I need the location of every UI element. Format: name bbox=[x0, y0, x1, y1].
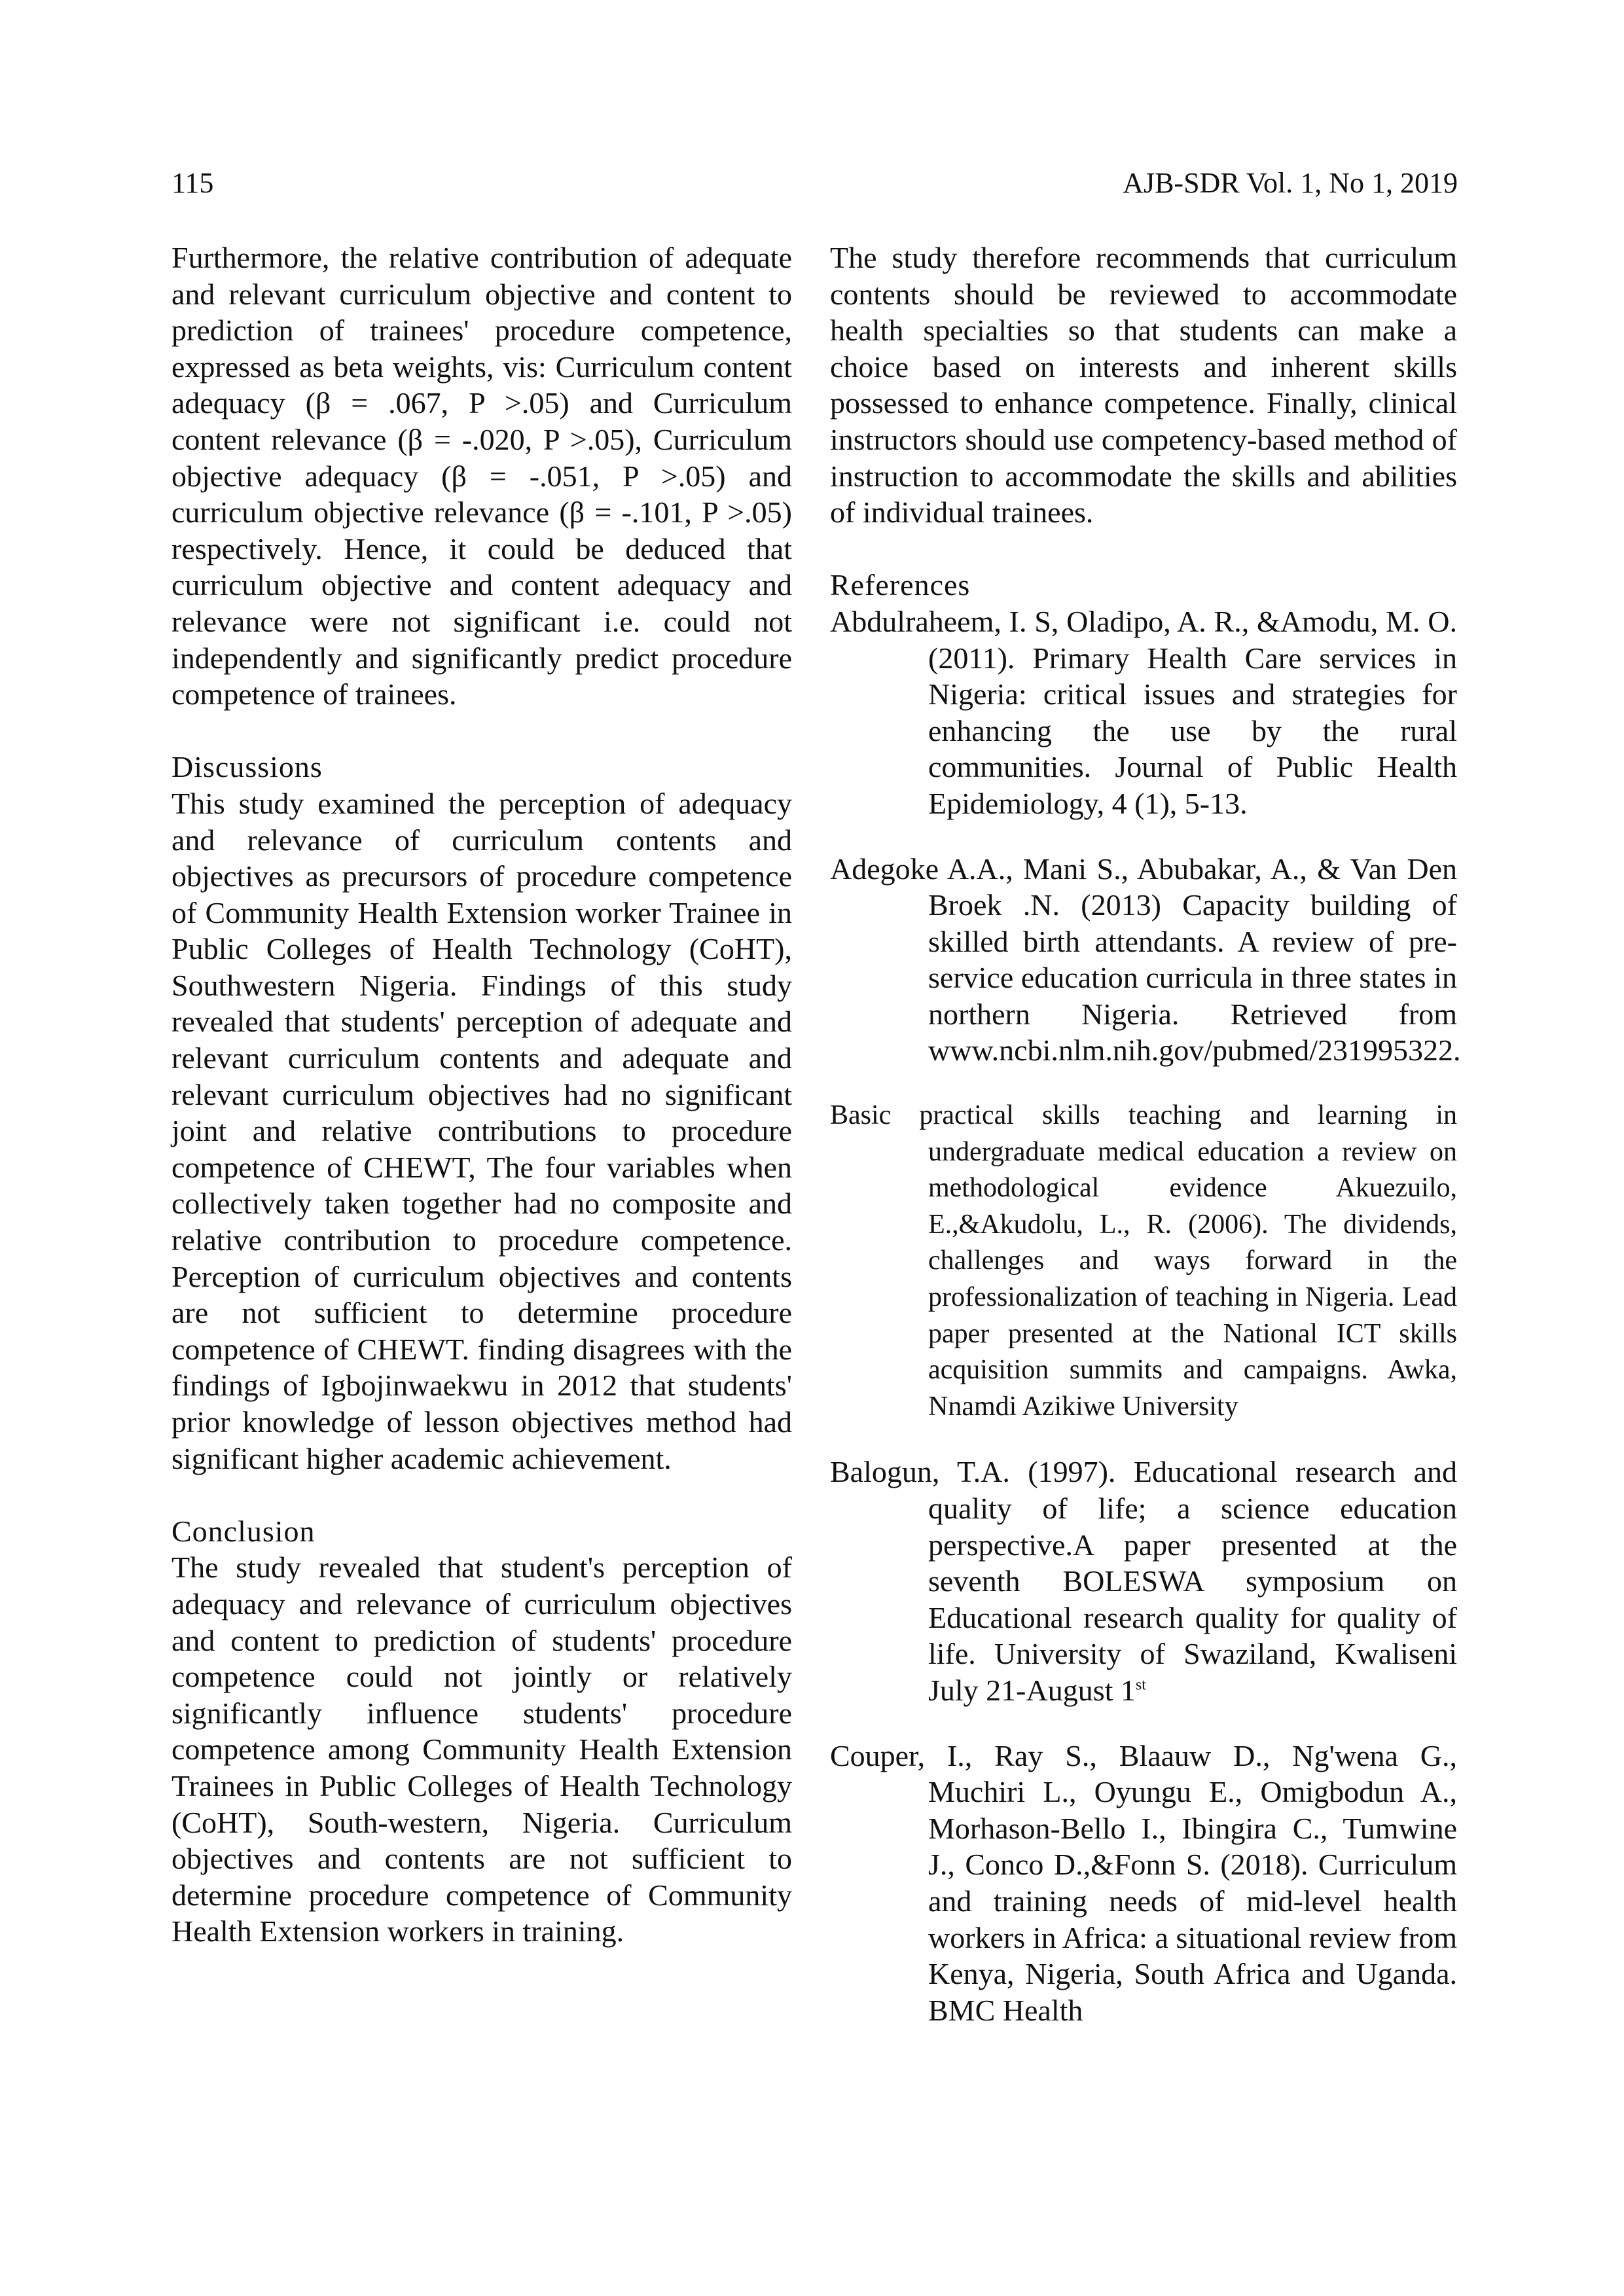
spacer bbox=[171, 1477, 792, 1513]
spacer bbox=[830, 1069, 1457, 1098]
reference-item: Couper, I., Ray S., Blaauw D., Ng'wena G., Muchiri L., Oyungu E., Omigbodun A., Morhason-Bello I., Ibingira C., Tumwine J., Conco D.,&Fonn S. (2018). Curriculum and training needs of mid-level health workers in Africa: a situational review from Kenya, Nigeria, South Africa and Uganda. BMC Health bbox=[830, 1738, 1457, 2027]
spacer bbox=[830, 1425, 1457, 1454]
page-number: 115 bbox=[171, 167, 214, 199]
spacer bbox=[830, 1709, 1457, 1738]
results-paragraph: Furthermore, the relative contribution of adequate and relevant curriculum objective and content to prediction of trainees' procedure competence, expressed as beta weights, vis: Curriculum content adequacy (β = .067, P >.05) and Curriculum content relevance (β = -.020, P >.05), Curriculum objective adequacy (β = -.051, P >.05) and curriculum objective relevance (β = -.101, P >.05) respectively. Hence, it could be deduced that curriculum objective and content adequacy and relevance were not significant i.e. could not independently and significantly predict procedure competence of trainees. bbox=[171, 241, 792, 711]
recommendation-paragraph: The study therefore recommends that curriculum contents should be reviewed to accommodate health specialties so that students can make a choice based on interests and inherent skills possessed to enhance competence. Finally, clinical instructors should use competency-based method of instruction to accommodate the skills and abilities of individual trainees. bbox=[830, 241, 1457, 529]
conclusion-paragraph: The study revealed that student's perception of adequacy and relevance of curriculum objectives and content to prediction of students' procedure competence could not jointly or relatively significantly influence students' procedure competence among Community Health Extension Trainees in Public Colleges of Health Technology (CoHT), South-western, Nigeria. Curriculum objectives and contents are not sufficient to determine procedure competence of Community Health Extension workers in training. bbox=[171, 1551, 792, 1948]
references-heading: References bbox=[830, 568, 971, 602]
running-header: AJB-SDR Vol. 1, No 1, 2019 bbox=[1123, 167, 1458, 199]
reference-item bbox=[830, 1454, 1457, 1708]
conclusion-heading: Conclusion bbox=[171, 1514, 316, 1548]
reference-item: Abdulraheem, I. S, Oladipo, A. R., &Amodu, M. O. (2011). Primary Health Care services in Nigeria: critical issues and strategies for enhancing the use by the rural communities. Journal of Public Health Epidemiology, 4 (1), 5-13. bbox=[830, 604, 1457, 820]
spacer bbox=[171, 713, 792, 749]
reference-item: Basic practical skills teaching and learning in undergraduate medical education a review on methodological evidence Akuezuilo, E.,&Akudolu, L., R. (2006). The dividends, challenges and ways forward in the professionalization of teaching in Nigeria. Lead paper presented at the National ICT skills acquisition summits and campaigns. Awka, Nnamdi Azikiwe University bbox=[830, 1100, 1457, 1422]
right-column bbox=[830, 240, 1461, 2028]
ordinal-superscript: st bbox=[1135, 1676, 1146, 1694]
spacer bbox=[830, 531, 1457, 567]
reference-text: Balogun, T.A. (1997). Educational research and quality of life; a science education perspective.A paper presented at the seventh BOLESWA symposium on Educational research quality for quality of life. University of Swaziland, Kwaliseni July 21-August 1 bbox=[830, 1455, 1457, 1707]
discussions-heading: Discussions bbox=[171, 750, 323, 784]
reference-item: Adegoke A.A., Mani S., Abubakar, A., & Van Den Broek .N. (2013) Capacity building of skilled birth attendants. A review of pre-service education curricula in three states in northern Nigeria. Retrieved from www.ncbi.nlm.nih.gov/pubmed/231995322. bbox=[830, 852, 1461, 1067]
spacer bbox=[830, 822, 1457, 851]
discussions-paragraph: This study examined the perception of adequacy and relevance of curriculum contents and objectives as precursors of procedure competence of Community Health Extension worker Trainee in Public Colleges of Health Technology (CoHT), Southwestern Nigeria. Findings of this study revealed that students' perception of adequate and relevant curriculum contents and adequate and relevant curriculum objectives had no significant joint and relative contributions to procedure competence of CHEWT, The four variables when collectively taken together had no composite and relative contribution to procedure competence. Perception of curriculum objectives and contents are not sufficient to determine procedure competence of CHEWT. finding disagrees with the findings of Igbojinwaekwu in 2012 that students' prior knowledge of lesson objectives method had significant higher academic achievement. bbox=[171, 786, 792, 1475]
left-column bbox=[171, 240, 792, 1950]
